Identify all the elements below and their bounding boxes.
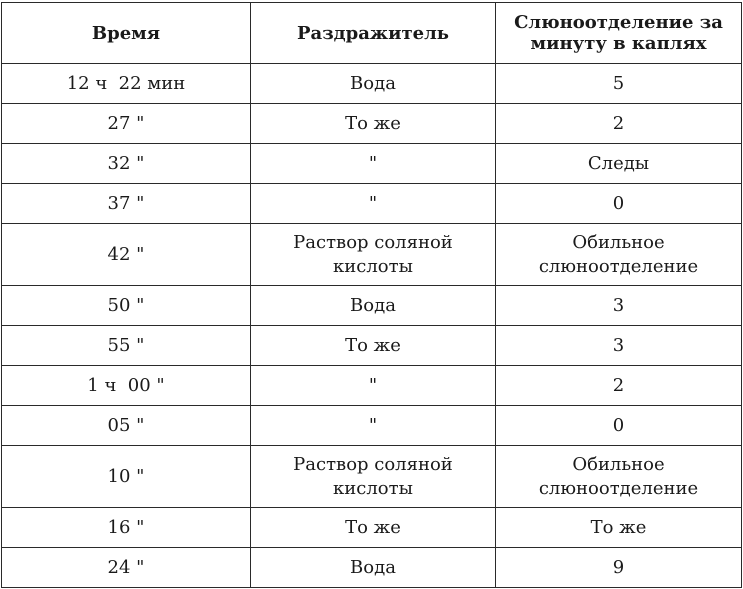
table-row: [2, 104, 742, 144]
salivation-cell: 3: [496, 326, 742, 366]
time-cell: [2, 406, 251, 446]
salivation-cell: 5: [496, 64, 742, 104]
table-row: [2, 64, 742, 104]
time-value: 24 ": [107, 556, 145, 578]
table-row: [2, 508, 742, 548]
time-value: 27 ": [107, 112, 145, 134]
salivation-cell: 0: [496, 406, 742, 446]
salivation-cell: 2: [496, 366, 742, 406]
time-value: 42 ": [107, 243, 145, 265]
stimulus-cell: То же: [251, 104, 496, 144]
time-value: 55 ": [107, 334, 145, 356]
time-value: 05 ": [107, 414, 145, 436]
time-cell: [2, 286, 251, 326]
salivation-cell: Обильное слюноотделение: [496, 446, 742, 508]
stimulus-cell: ": [251, 184, 496, 224]
table-row: [2, 326, 742, 366]
time-cell: [2, 184, 251, 224]
table-row: [2, 366, 742, 406]
table-row: [2, 406, 742, 446]
time-cell: [2, 508, 251, 548]
table-row: [2, 184, 742, 224]
salivation-cell: Следы: [496, 144, 742, 184]
stimulus-cell: То же: [251, 326, 496, 366]
stimulus-cell: Вода: [251, 548, 496, 588]
time-value: 32 ": [107, 152, 145, 174]
stimulus-cell: Вода: [251, 64, 496, 104]
time-value: 1 ч 00 ": [87, 374, 165, 396]
time-value: 10 ": [107, 465, 145, 487]
header-stimulus: Раздражитель: [251, 3, 496, 64]
table-row: [2, 446, 742, 508]
header-salivation: Слюноотделение за минуту в каплях: [496, 3, 742, 64]
salivation-cell: 0: [496, 184, 742, 224]
time-value: 12 ч 22 мин: [66, 72, 186, 94]
time-cell: [2, 224, 251, 286]
time-value: 16 ": [107, 516, 145, 538]
time-cell: [2, 548, 251, 588]
time-cell: [2, 446, 251, 508]
salivation-cell: 3: [496, 286, 742, 326]
salivation-cell: 2: [496, 104, 742, 144]
table-row: [2, 144, 742, 184]
stimulus-cell: Вода: [251, 286, 496, 326]
table-header-row: [2, 3, 742, 64]
time-value: 37 ": [107, 192, 145, 214]
time-cell: [2, 326, 251, 366]
table-row: [2, 224, 742, 286]
table-row: [2, 548, 742, 588]
time-cell: [2, 144, 251, 184]
table-row: [2, 286, 742, 326]
header-time: Время: [2, 3, 251, 64]
stimulus-cell: Раствор соляной кислоты: [251, 224, 496, 286]
time-cell: [2, 104, 251, 144]
stimulus-cell: ": [251, 366, 496, 406]
stimulus-cell: ": [251, 406, 496, 446]
time-cell: [2, 366, 251, 406]
time-value: 50 ": [107, 294, 145, 316]
salivation-table: [1, 2, 742, 588]
stimulus-cell: Раствор соляной кислоты: [251, 446, 496, 508]
salivation-cell: То же: [496, 508, 742, 548]
salivation-cell: Обильное слюноотделение: [496, 224, 742, 286]
time-cell: [2, 64, 251, 104]
stimulus-cell: То же: [251, 508, 496, 548]
stimulus-cell: ": [251, 144, 496, 184]
salivation-cell: 9: [496, 548, 742, 588]
